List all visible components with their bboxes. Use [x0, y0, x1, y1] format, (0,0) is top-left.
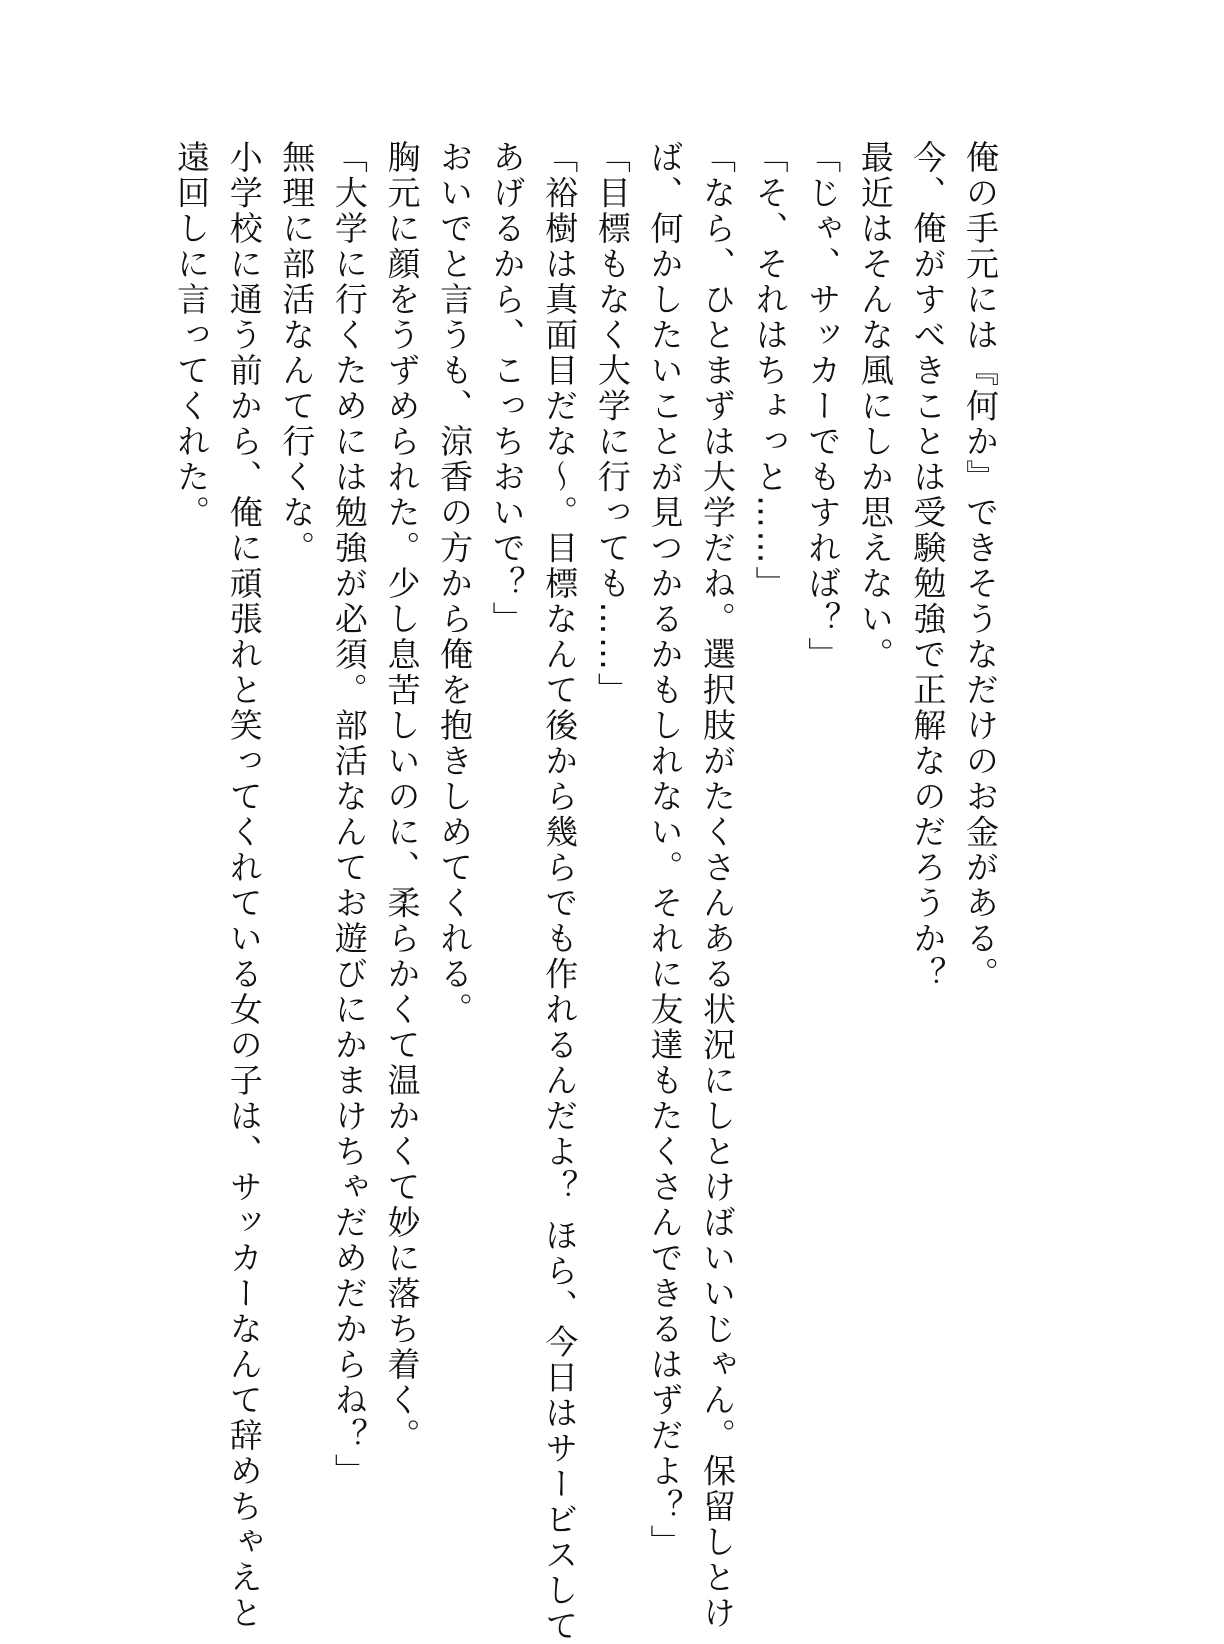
text-line: 小学校に通う前から、俺に頑張れと笑ってくれている女の子は、サッカーなんて辞めちゃえと	[224, 140, 264, 1631]
text-line: 「そ、それはちょっと……」	[750, 140, 790, 602]
text-line: おいでと言うも、涼香の方から俺を抱きしめてくれる。	[435, 140, 475, 1028]
vertical-text-body	[165, 140, 1007, 1644]
text-line: 胸元に顔をうずめられた。少し息苦しいのに、柔らかくて温かくて妙に落ち着く。	[382, 140, 422, 1454]
text-line: ば、何かしたいことが見つかるかもしれない。それに友達もたくさんできるはずだよ？」	[645, 140, 685, 1560]
text-line: 「目標もなく大学に行っても……」	[592, 140, 632, 708]
text-line: 無理に部活なんて行くな。	[277, 140, 317, 566]
text-line: 今、俺がすべきことは受験勉強で正解なのだろうか？	[908, 140, 948, 992]
text-line: 「大学に行くためには勉強が必須。部活なんてお遊びにかまけちゃだめだからね？」	[329, 140, 369, 1489]
text-line: あげるから、こっちおいで？」	[487, 140, 527, 637]
text-line: 「なら、ひとまずは大学だね。選択肢がたくさんある状況にしとけばいいじゃん。保留しとけ	[698, 140, 738, 1631]
text-line: 「じゃ、サッカーでもすれば？」	[803, 140, 843, 673]
text-line: 遠回しに言ってくれた。	[172, 140, 212, 531]
text-line: 最近はそんな風にしか思えない。	[855, 140, 895, 673]
text-line: 俺の手元には『何か』できそうなだけのお金がある。	[961, 140, 1000, 992]
text-line: 「裕樹は真面目だな～。目標なんて後から幾らでも作れるんだよ？ ほら、今日はサービスして	[540, 140, 580, 1644]
